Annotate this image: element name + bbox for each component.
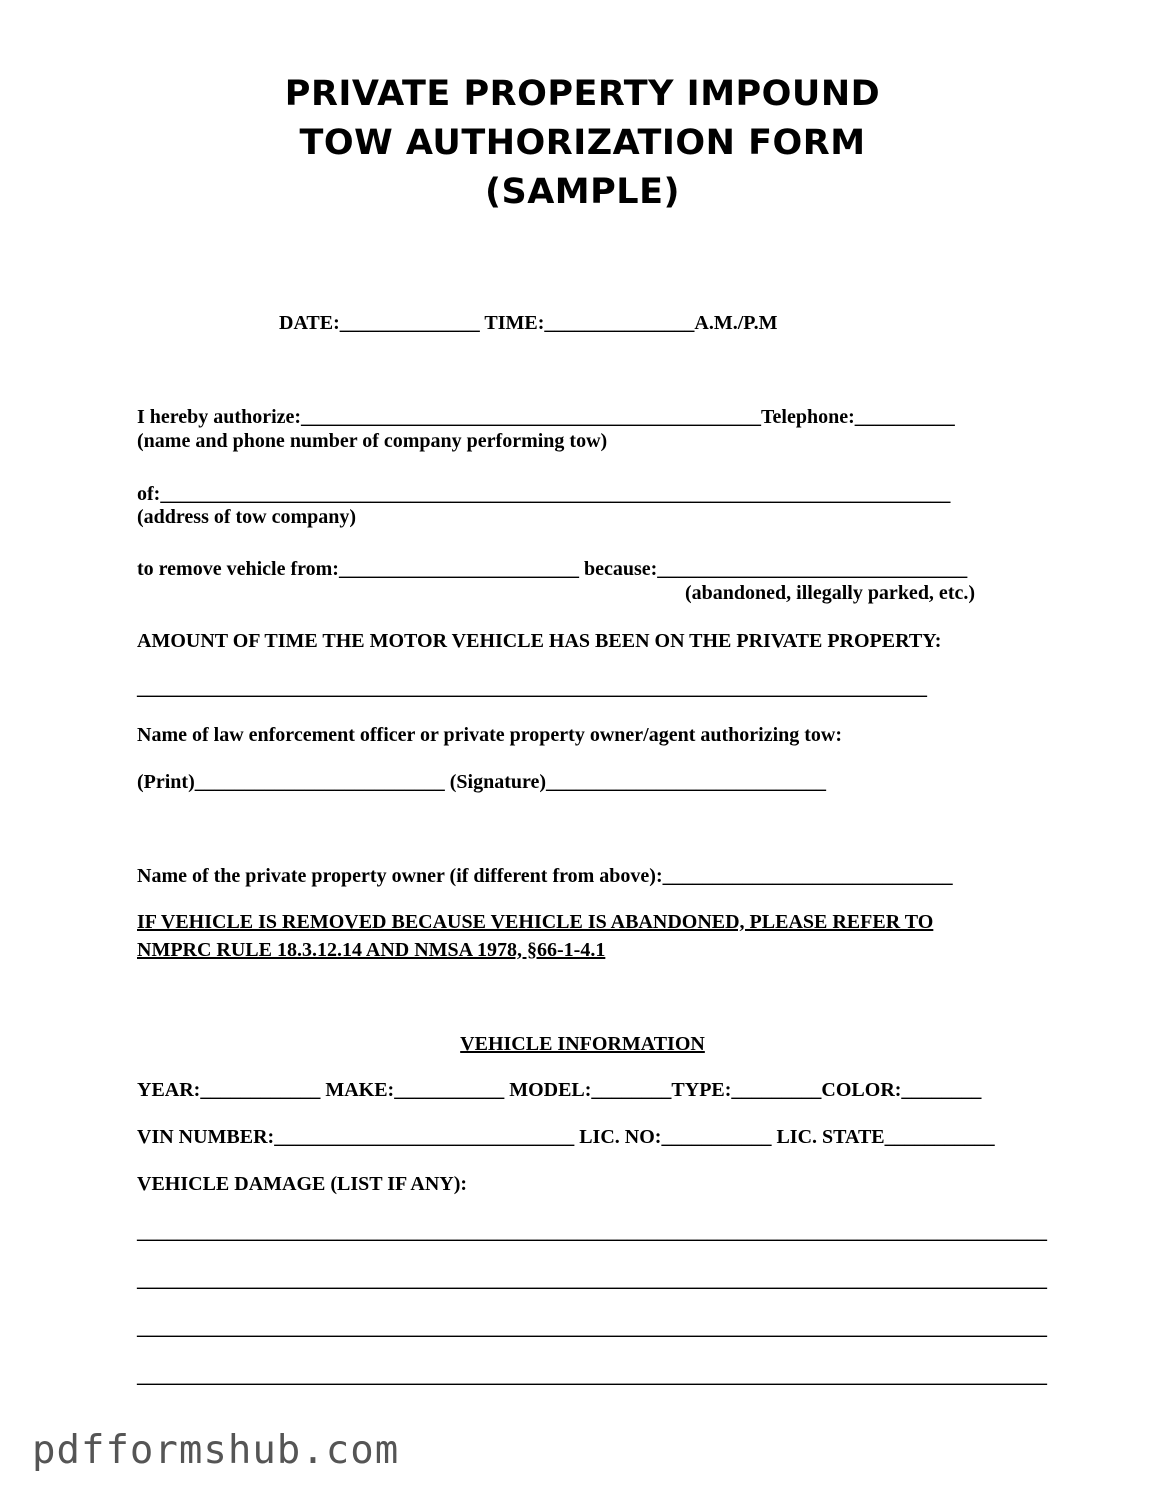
year-make-model-field: YEAR:____________ MAKE:___________ MODEL:________TYPE:_________COLOR:________ (137, 1079, 982, 1101)
authorize-field: I hereby authorize:______________________________________________Telephone:__________ (137, 406, 955, 428)
authorizing-officer-label: Name of law enforcement officer or private property owner/agent authorizing tow: (137, 724, 843, 746)
vin-license-field: VIN NUMBER:______________________________ LIC. NO:___________ LIC. STATE___________ (137, 1126, 995, 1148)
damage-blank-line: ___________________________________________________________________________________________ (137, 1269, 1047, 1291)
form-title-line-1: PRIVATE PROPERTY IMPOUND (284, 74, 881, 114)
vehicle-information-heading: VEHICLE INFORMATION (460, 1033, 705, 1055)
reason-hint: (abandoned, illegally parked, etc.) (685, 582, 976, 604)
tow-company-address-field: of:_______________________________________________________________________________ (137, 483, 951, 505)
abandoned-notice-line-1: IF VEHICLE IS REMOVED BECAUSE VEHICLE IS ABANDONED, PLEASE REFER TO (137, 911, 934, 933)
form-title-line-3: (SAMPLE) (485, 172, 680, 212)
amount-time-label: AMOUNT OF TIME THE MOTOR VEHICLE HAS BEEN ON THE PRIVATE PROPERTY: (137, 630, 942, 652)
date-time-field: DATE:______________ TIME:_______________A.M./P.M (279, 312, 778, 334)
damage-blank-line: ___________________________________________________________________________________________ (137, 1317, 1047, 1339)
print-signature-field: (Print)_________________________ (Signature)____________________________ (137, 771, 827, 793)
tow-company-address-hint: (address of tow company) (137, 506, 357, 528)
remove-vehicle-field: to remove vehicle from:________________________ because:_______________________________ (137, 558, 968, 580)
amount-time-blank: _______________________________________________________________________________ (137, 677, 927, 699)
damage-blank-line: ___________________________________________________________________________________________ (137, 1221, 1047, 1243)
form-title-line-2: TOW AUTHORIZATION FORM (299, 123, 866, 163)
abandoned-notice-line-2: NMPRC RULE 18.3.12.14 AND NMSA 1978, §66-1-4.1 (137, 939, 606, 961)
vehicle-damage-label: VEHICLE DAMAGE (LIST IF ANY): (137, 1173, 468, 1195)
watermark: pdfformshub.com (32, 1428, 400, 1473)
damage-blank-line: ___________________________________________________________________________________________ (137, 1365, 1047, 1387)
authorize-hint: (name and phone number of company performing tow) (137, 430, 608, 452)
property-owner-field: Name of the private property owner (if different from above):_____________________________ (137, 865, 953, 887)
